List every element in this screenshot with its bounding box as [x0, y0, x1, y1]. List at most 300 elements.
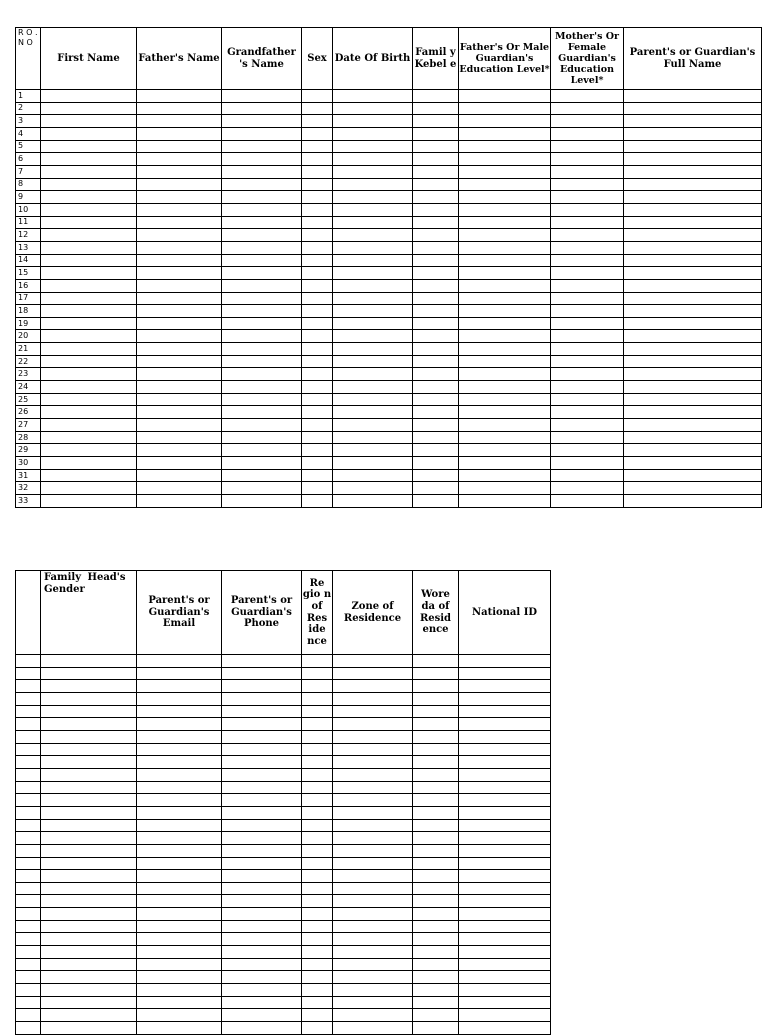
table-cell[interactable]: [41, 781, 137, 794]
table-cell[interactable]: [333, 153, 413, 166]
table-cell[interactable]: [551, 431, 624, 444]
table-cell[interactable]: [459, 102, 551, 115]
table-cell[interactable]: [16, 908, 41, 921]
table-cell[interactable]: [413, 203, 459, 216]
table-cell[interactable]: [413, 920, 459, 933]
table-cell[interactable]: [137, 958, 222, 971]
table-cell[interactable]: [222, 406, 302, 419]
table-cell[interactable]: [333, 946, 413, 959]
table-cell[interactable]: [459, 730, 551, 743]
table-cell[interactable]: [16, 933, 41, 946]
table-cell[interactable]: [137, 191, 222, 204]
table-cell[interactable]: [333, 768, 413, 781]
table-cell[interactable]: [222, 153, 302, 166]
table-cell[interactable]: [624, 216, 762, 229]
table-cell[interactable]: [413, 216, 459, 229]
table-cell[interactable]: [41, 933, 137, 946]
table-cell[interactable]: [333, 229, 413, 242]
table-cell[interactable]: [16, 984, 41, 997]
table-cell[interactable]: [222, 444, 302, 457]
table-cell[interactable]: [551, 343, 624, 356]
table-cell[interactable]: [413, 870, 459, 883]
table-cell[interactable]: [413, 482, 459, 495]
table-cell[interactable]: [222, 267, 302, 280]
table-cell[interactable]: [302, 692, 333, 705]
table-cell[interactable]: [459, 832, 551, 845]
table-cell[interactable]: [137, 305, 222, 318]
table-cell[interactable]: [302, 832, 333, 845]
table-cell[interactable]: [551, 140, 624, 153]
table-cell[interactable]: [222, 482, 302, 495]
table-cell[interactable]: [302, 140, 333, 153]
table-cell[interactable]: [222, 203, 302, 216]
table-cell[interactable]: [459, 958, 551, 971]
table-cell[interactable]: [222, 343, 302, 356]
table-cell[interactable]: [222, 857, 302, 870]
table-cell[interactable]: [459, 381, 551, 394]
table-cell[interactable]: [413, 140, 459, 153]
table-cell[interactable]: [333, 844, 413, 857]
table-cell[interactable]: [222, 305, 302, 318]
table-cell[interactable]: [302, 958, 333, 971]
table-cell[interactable]: [459, 178, 551, 191]
table-cell[interactable]: [413, 191, 459, 204]
table-cell[interactable]: [222, 495, 302, 508]
table-cell[interactable]: [459, 393, 551, 406]
table-cell[interactable]: [413, 819, 459, 832]
table-cell[interactable]: [551, 229, 624, 242]
table-cell[interactable]: [302, 90, 333, 103]
table-cell[interactable]: [333, 718, 413, 731]
table-cell[interactable]: [333, 393, 413, 406]
table-cell[interactable]: [459, 279, 551, 292]
table-cell[interactable]: [413, 844, 459, 857]
table-cell[interactable]: [459, 431, 551, 444]
table-cell[interactable]: [137, 153, 222, 166]
table-cell[interactable]: [222, 705, 302, 718]
table-cell[interactable]: [459, 946, 551, 959]
table-cell[interactable]: [459, 882, 551, 895]
table-cell[interactable]: [302, 781, 333, 794]
table-cell[interactable]: [413, 317, 459, 330]
table-cell[interactable]: [459, 368, 551, 381]
table-cell[interactable]: [551, 355, 624, 368]
table-cell[interactable]: [137, 857, 222, 870]
table-cell[interactable]: [302, 920, 333, 933]
table-cell[interactable]: [222, 655, 302, 668]
table-cell[interactable]: [413, 971, 459, 984]
table-cell[interactable]: [333, 431, 413, 444]
table-cell[interactable]: [413, 882, 459, 895]
table-cell[interactable]: [222, 317, 302, 330]
table-cell[interactable]: [459, 469, 551, 482]
table-cell[interactable]: [222, 819, 302, 832]
table-cell[interactable]: [222, 279, 302, 292]
table-cell[interactable]: [333, 908, 413, 921]
table-cell[interactable]: [137, 457, 222, 470]
table-cell[interactable]: [222, 1022, 302, 1035]
table-cell[interactable]: [16, 870, 41, 883]
table-cell[interactable]: [41, 946, 137, 959]
table-cell[interactable]: [333, 203, 413, 216]
table-cell[interactable]: [222, 971, 302, 984]
table-cell[interactable]: [16, 895, 41, 908]
table-cell[interactable]: [16, 781, 41, 794]
table-cell[interactable]: [16, 680, 41, 693]
table-cell[interactable]: [137, 832, 222, 845]
table-cell[interactable]: [222, 330, 302, 343]
table-cell[interactable]: [413, 781, 459, 794]
table-cell[interactable]: [222, 692, 302, 705]
table-cell[interactable]: [302, 971, 333, 984]
table-cell[interactable]: [137, 984, 222, 997]
table-cell[interactable]: [413, 958, 459, 971]
table-cell[interactable]: [41, 305, 137, 318]
table-cell[interactable]: [459, 908, 551, 921]
table-cell[interactable]: [459, 165, 551, 178]
table-cell[interactable]: [459, 857, 551, 870]
table-cell[interactable]: [624, 191, 762, 204]
table-cell[interactable]: [41, 102, 137, 115]
table-cell[interactable]: [41, 870, 137, 883]
table-cell[interactable]: [624, 267, 762, 280]
table-cell[interactable]: [551, 330, 624, 343]
table-cell[interactable]: [302, 153, 333, 166]
table-cell[interactable]: [333, 832, 413, 845]
table-cell[interactable]: [41, 971, 137, 984]
table-cell[interactable]: [459, 819, 551, 832]
table-cell[interactable]: [137, 908, 222, 921]
table-cell[interactable]: [459, 667, 551, 680]
table-cell[interactable]: [16, 667, 41, 680]
table-cell[interactable]: [459, 495, 551, 508]
table-cell[interactable]: [222, 241, 302, 254]
table-cell[interactable]: [413, 457, 459, 470]
table-cell[interactable]: [459, 90, 551, 103]
table-cell[interactable]: [624, 115, 762, 128]
table-cell[interactable]: [41, 393, 137, 406]
table-cell[interactable]: [413, 1009, 459, 1022]
table-cell[interactable]: [41, 178, 137, 191]
table-cell[interactable]: [302, 115, 333, 128]
table-cell[interactable]: [137, 1009, 222, 1022]
table-cell[interactable]: [459, 870, 551, 883]
table-cell[interactable]: [413, 705, 459, 718]
table-cell[interactable]: [302, 794, 333, 807]
table-cell[interactable]: [137, 667, 222, 680]
table-cell[interactable]: [302, 984, 333, 997]
table-cell[interactable]: [222, 229, 302, 242]
table-cell[interactable]: [459, 743, 551, 756]
table-cell[interactable]: [302, 743, 333, 756]
table-cell[interactable]: [137, 1022, 222, 1035]
table-cell[interactable]: [333, 279, 413, 292]
table-cell[interactable]: [137, 495, 222, 508]
table-cell[interactable]: [137, 469, 222, 482]
table-cell[interactable]: [459, 229, 551, 242]
table-cell[interactable]: [41, 655, 137, 668]
table-cell[interactable]: [624, 469, 762, 482]
table-cell[interactable]: [302, 444, 333, 457]
table-cell[interactable]: [413, 267, 459, 280]
table-cell[interactable]: [137, 680, 222, 693]
table-cell[interactable]: [222, 102, 302, 115]
table-cell[interactable]: [137, 317, 222, 330]
table-cell[interactable]: [41, 794, 137, 807]
table-cell[interactable]: [624, 419, 762, 432]
table-cell[interactable]: [551, 457, 624, 470]
table-cell[interactable]: [41, 984, 137, 997]
table-cell[interactable]: [302, 317, 333, 330]
table-cell[interactable]: [333, 330, 413, 343]
table-cell[interactable]: [333, 115, 413, 128]
table-cell[interactable]: [222, 908, 302, 921]
table-cell[interactable]: [624, 254, 762, 267]
table-cell[interactable]: [333, 165, 413, 178]
table-cell[interactable]: [551, 165, 624, 178]
table-cell[interactable]: [624, 140, 762, 153]
table-cell[interactable]: [137, 381, 222, 394]
table-cell[interactable]: [137, 431, 222, 444]
table-cell[interactable]: [624, 241, 762, 254]
table-cell[interactable]: [413, 305, 459, 318]
table-cell[interactable]: [41, 90, 137, 103]
table-cell[interactable]: [302, 870, 333, 883]
table-cell[interactable]: [624, 279, 762, 292]
table-cell[interactable]: [413, 241, 459, 254]
table-cell[interactable]: [137, 794, 222, 807]
table-cell[interactable]: [302, 406, 333, 419]
table-cell[interactable]: [137, 882, 222, 895]
table-cell[interactable]: [459, 794, 551, 807]
table-cell[interactable]: [41, 343, 137, 356]
table-cell[interactable]: [413, 806, 459, 819]
table-cell[interactable]: [41, 895, 137, 908]
table-cell[interactable]: [551, 191, 624, 204]
table-cell[interactable]: [302, 857, 333, 870]
table-cell[interactable]: [222, 115, 302, 128]
table-cell[interactable]: [222, 781, 302, 794]
table-cell[interactable]: [302, 267, 333, 280]
table-cell[interactable]: [302, 895, 333, 908]
table-cell[interactable]: [302, 946, 333, 959]
table-cell[interactable]: [16, 996, 41, 1009]
table-cell[interactable]: [333, 806, 413, 819]
table-cell[interactable]: [459, 756, 551, 769]
table-cell[interactable]: [16, 743, 41, 756]
table-cell[interactable]: [624, 355, 762, 368]
table-cell[interactable]: [333, 958, 413, 971]
table-cell[interactable]: [302, 419, 333, 432]
table-cell[interactable]: [624, 482, 762, 495]
table-cell[interactable]: [41, 806, 137, 819]
table-cell[interactable]: [302, 241, 333, 254]
table-cell[interactable]: [459, 655, 551, 668]
table-cell[interactable]: [333, 1022, 413, 1035]
table-cell[interactable]: [413, 165, 459, 178]
table-cell[interactable]: [551, 254, 624, 267]
table-cell[interactable]: [41, 1022, 137, 1035]
table-cell[interactable]: [333, 756, 413, 769]
table-cell[interactable]: [333, 781, 413, 794]
table-cell[interactable]: [41, 718, 137, 731]
table-cell[interactable]: [302, 996, 333, 1009]
table-cell[interactable]: [413, 895, 459, 908]
table-cell[interactable]: [459, 1009, 551, 1022]
table-cell[interactable]: [624, 203, 762, 216]
table-cell[interactable]: [137, 115, 222, 128]
table-cell[interactable]: [459, 355, 551, 368]
table-cell[interactable]: [302, 756, 333, 769]
table-cell[interactable]: [459, 680, 551, 693]
table-cell[interactable]: [41, 254, 137, 267]
table-cell[interactable]: [333, 920, 413, 933]
table-cell[interactable]: [41, 279, 137, 292]
table-cell[interactable]: [551, 406, 624, 419]
table-cell[interactable]: [624, 444, 762, 457]
table-cell[interactable]: [333, 819, 413, 832]
table-cell[interactable]: [302, 469, 333, 482]
table-cell[interactable]: [551, 216, 624, 229]
table-cell[interactable]: [333, 317, 413, 330]
table-cell[interactable]: [302, 1009, 333, 1022]
table-cell[interactable]: [41, 368, 137, 381]
table-cell[interactable]: [459, 153, 551, 166]
table-cell[interactable]: [459, 267, 551, 280]
table-cell[interactable]: [222, 794, 302, 807]
table-cell[interactable]: [222, 1009, 302, 1022]
table-cell[interactable]: [413, 730, 459, 743]
table-cell[interactable]: [222, 178, 302, 191]
table-cell[interactable]: [413, 406, 459, 419]
table-cell[interactable]: [413, 368, 459, 381]
table-cell[interactable]: [41, 457, 137, 470]
table-cell[interactable]: [222, 254, 302, 267]
table-cell[interactable]: [41, 730, 137, 743]
table-cell[interactable]: [41, 819, 137, 832]
table-cell[interactable]: [222, 292, 302, 305]
table-cell[interactable]: [41, 756, 137, 769]
table-cell[interactable]: [222, 368, 302, 381]
table-cell[interactable]: [551, 482, 624, 495]
table-cell[interactable]: [551, 419, 624, 432]
table-cell[interactable]: [333, 933, 413, 946]
table-cell[interactable]: [302, 431, 333, 444]
table-cell[interactable]: [333, 267, 413, 280]
table-cell[interactable]: [41, 495, 137, 508]
table-cell[interactable]: [413, 381, 459, 394]
table-cell[interactable]: [41, 419, 137, 432]
table-cell[interactable]: [551, 90, 624, 103]
table-cell[interactable]: [413, 718, 459, 731]
table-cell[interactable]: [137, 355, 222, 368]
table-cell[interactable]: [413, 292, 459, 305]
table-cell[interactable]: [222, 431, 302, 444]
table-cell[interactable]: [459, 718, 551, 731]
table-cell[interactable]: [222, 756, 302, 769]
table-cell[interactable]: [222, 381, 302, 394]
table-cell[interactable]: [624, 406, 762, 419]
table-cell[interactable]: [302, 844, 333, 857]
table-cell[interactable]: [413, 1022, 459, 1035]
table-cell[interactable]: [333, 469, 413, 482]
table-cell[interactable]: [413, 908, 459, 921]
table-cell[interactable]: [302, 482, 333, 495]
table-cell[interactable]: [302, 806, 333, 819]
table-cell[interactable]: [302, 393, 333, 406]
table-cell[interactable]: [459, 140, 551, 153]
table-cell[interactable]: [333, 368, 413, 381]
table-cell[interactable]: [333, 191, 413, 204]
table-cell[interactable]: [413, 229, 459, 242]
table-cell[interactable]: [137, 730, 222, 743]
table-cell[interactable]: [222, 806, 302, 819]
table-cell[interactable]: [333, 882, 413, 895]
table-cell[interactable]: [41, 996, 137, 1009]
table-cell[interactable]: [459, 254, 551, 267]
table-cell[interactable]: [137, 655, 222, 668]
table-cell[interactable]: [413, 832, 459, 845]
table-cell[interactable]: [222, 127, 302, 140]
table-cell[interactable]: [302, 368, 333, 381]
table-cell[interactable]: [333, 996, 413, 1009]
table-cell[interactable]: [16, 832, 41, 845]
table-cell[interactable]: [137, 946, 222, 959]
table-cell[interactable]: [137, 178, 222, 191]
table-cell[interactable]: [624, 153, 762, 166]
table-cell[interactable]: [333, 743, 413, 756]
table-cell[interactable]: [624, 457, 762, 470]
table-cell[interactable]: [41, 469, 137, 482]
table-cell[interactable]: [137, 279, 222, 292]
table-cell[interactable]: [413, 743, 459, 756]
table-cell[interactable]: [333, 692, 413, 705]
table-cell[interactable]: [413, 996, 459, 1009]
table-cell[interactable]: [302, 457, 333, 470]
table-cell[interactable]: [16, 730, 41, 743]
table-cell[interactable]: [459, 203, 551, 216]
table-cell[interactable]: [333, 178, 413, 191]
table-cell[interactable]: [137, 819, 222, 832]
table-cell[interactable]: [137, 756, 222, 769]
table-cell[interactable]: [41, 882, 137, 895]
table-cell[interactable]: [137, 920, 222, 933]
table-cell[interactable]: [624, 368, 762, 381]
table-cell[interactable]: [222, 680, 302, 693]
table-cell[interactable]: [459, 115, 551, 128]
table-cell[interactable]: [459, 996, 551, 1009]
table-cell[interactable]: [551, 368, 624, 381]
table-cell[interactable]: [413, 655, 459, 668]
table-cell[interactable]: [222, 768, 302, 781]
table-cell[interactable]: [41, 330, 137, 343]
table-cell[interactable]: [302, 279, 333, 292]
table-cell[interactable]: [16, 705, 41, 718]
table-cell[interactable]: [302, 343, 333, 356]
table-cell[interactable]: [333, 680, 413, 693]
table-cell[interactable]: [333, 444, 413, 457]
table-cell[interactable]: [333, 305, 413, 318]
table-cell[interactable]: [302, 102, 333, 115]
table-cell[interactable]: [333, 90, 413, 103]
table-cell[interactable]: [41, 920, 137, 933]
table-cell[interactable]: [222, 895, 302, 908]
table-cell[interactable]: [459, 1022, 551, 1035]
table-cell[interactable]: [624, 381, 762, 394]
table-cell[interactable]: [137, 393, 222, 406]
table-cell[interactable]: [413, 178, 459, 191]
table-cell[interactable]: [413, 933, 459, 946]
